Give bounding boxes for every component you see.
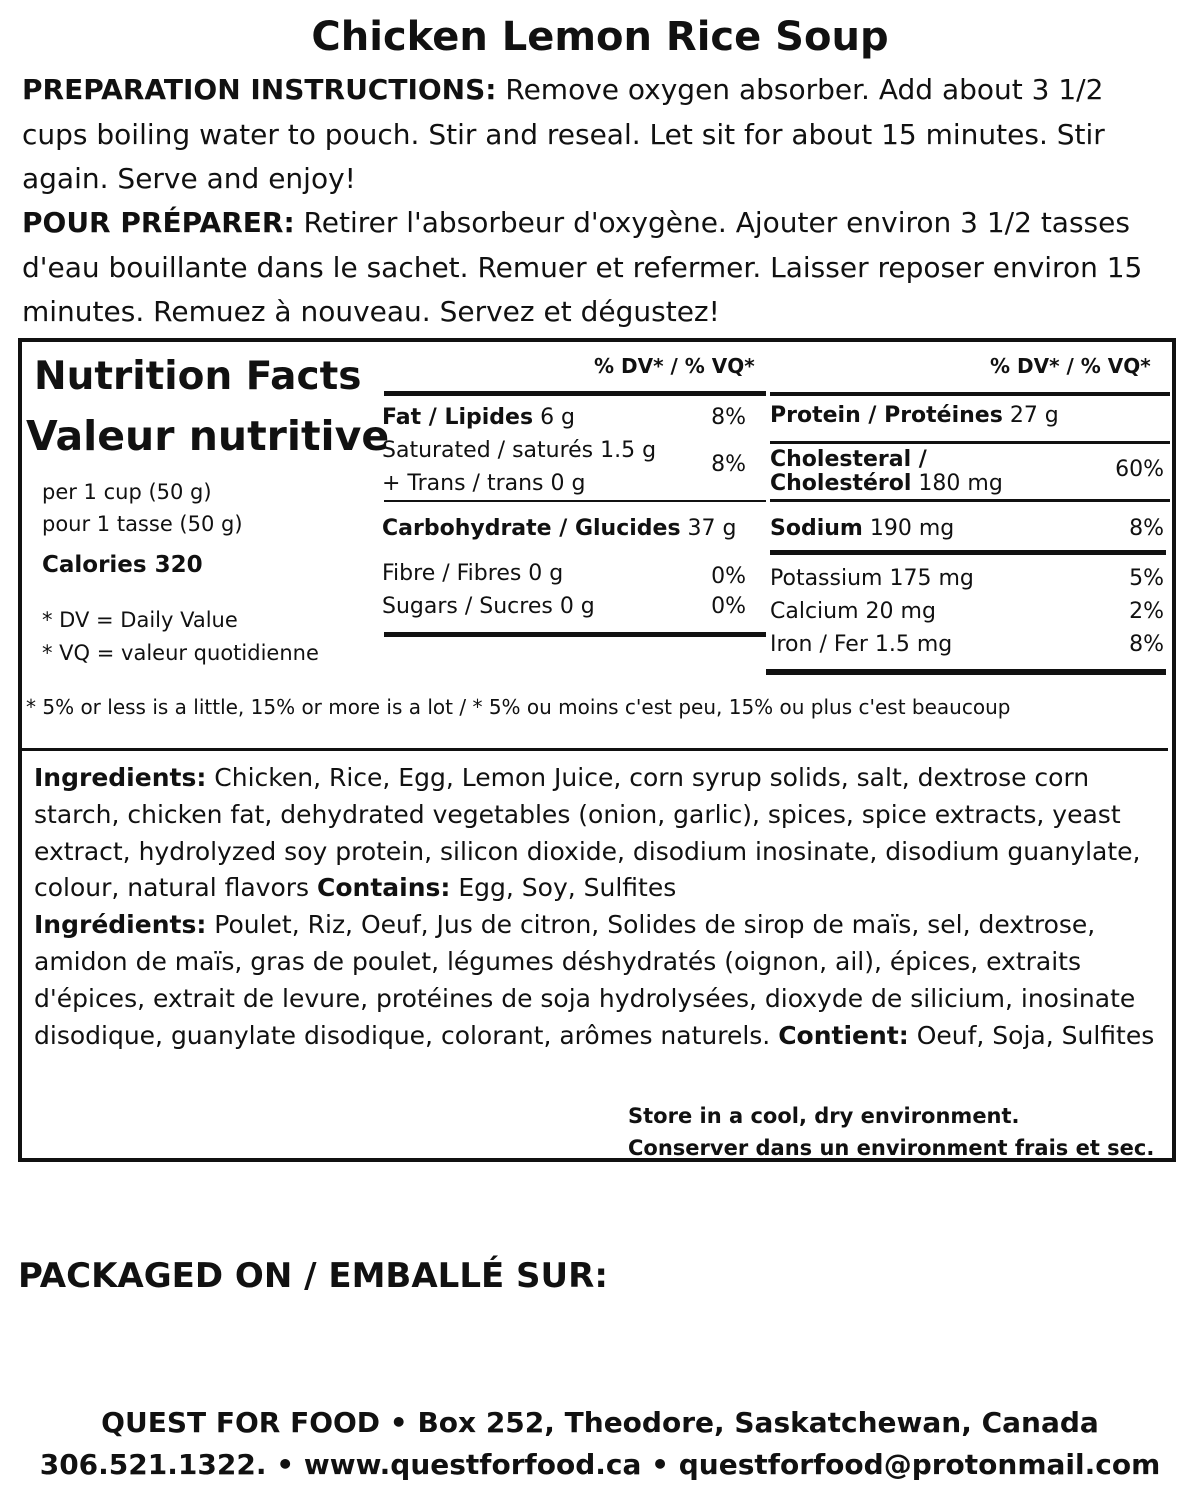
fat-pct: 8%: [711, 405, 746, 430]
storage-fr: Conserver dans un environment frais et sec.: [628, 1136, 1155, 1160]
divider: [770, 392, 1170, 396]
iron-row: Iron / Fer 1.5 mg: [770, 632, 953, 657]
preparation-instructions-en: [22, 68, 1172, 202]
calories: Calories 320: [42, 552, 203, 578]
carbohydrate-row: Carbohydrate / Glucides 37 g: [382, 516, 737, 541]
fibre-pct: 0%: [711, 564, 746, 589]
prep-fr-label: POUR PRÉPARER:: [22, 206, 295, 239]
storage-instructions: [628, 1100, 1154, 1164]
footer-address: QUEST FOR FOOD • Box 252, Theodore, Saskatchewan, Canada: [101, 1406, 1099, 1439]
saturated-row: Saturated / saturés 1.5 g: [382, 438, 657, 463]
divider: [766, 669, 1166, 675]
sugars-pct: 0%: [711, 594, 746, 619]
cholesterol-pct: 60%: [1115, 457, 1164, 482]
ingredients: [34, 760, 1166, 1054]
sodium-pct: 8%: [1129, 516, 1164, 541]
prep-en-text: Remove oxygen absorber. Add about 3 1/2 cups boiling water to pouch. Stir and reseal. Let sit for about 15 minutes. Stir again. Serve and enjoy!: [22, 73, 1105, 195]
dv-header-left: % DV* / % VQ*: [594, 354, 755, 378]
protein-row: Protein / Protéines 27 g: [770, 403, 1059, 428]
divider: [384, 391, 766, 396]
product-title: Chicken Lemon Rice Soup: [311, 14, 889, 60]
nutrition-title-fr: Valeur nutritive: [26, 412, 390, 460]
dv-note-fr: * VQ = valeur quotidienne: [42, 641, 319, 665]
potassium-pct: 5%: [1129, 566, 1164, 591]
trans-row: + Trans / trans 0 g: [382, 471, 586, 496]
divider: [384, 500, 766, 502]
sodium-row: Sodium 190 mg: [770, 516, 955, 541]
calcium-pct: 2%: [1129, 599, 1164, 624]
dv-header-right: % DV* / % VQ*: [990, 354, 1151, 378]
prep-en-label: PREPARATION INSTRUCTIONS:: [22, 73, 497, 106]
iron-pct: 8%: [1129, 632, 1164, 657]
potassium-row: Potassium 175 mg: [770, 566, 974, 591]
divider: [770, 441, 1170, 444]
serving-size-fr: pour 1 tasse (50 g): [42, 512, 243, 536]
serving-size-en: per 1 cup (50 g): [42, 480, 212, 504]
nutrition-facts-table: [18, 338, 1176, 1162]
prep-fr-text: Retirer l'absorbeur d'oxygène. Ajouter environ 3 1/2 tasses d'eau bouillante dans le sachet. Remuer et refermer. Laisser reposer environ 15 minutes. Remuez à nouveau. Servez et dégustez!: [22, 206, 1143, 328]
storage-en: Store in a cool, dry environment.: [628, 1104, 1020, 1128]
footer-contact: 306.521.1322. • www.questforfood.ca • questforfood@protonmail.com: [39, 1448, 1161, 1481]
cholesterol-row: Cholesteral / Cholestérol 180 mg: [770, 447, 1003, 496]
nutrition-title-en: Nutrition Facts: [34, 354, 362, 399]
ingredients-en: Ingredients: Chicken, Rice, Egg, Lemon Juice, corn syrup solids, salt, dextrose corn starch, chicken fat, dehydrated vegetables (onion, garlic), spices, spice extracts, yeast extract, hydrolyzed soy protein, silicon dioxide, disodium inosinate, disodium guanylate, colour, natural flavors Contains: Egg, Soy, Sulfites: [34, 763, 1141, 903]
fat-row: Fat / Lipides 6 g: [382, 405, 576, 430]
fibre-row: Fibre / Fibres 0 g: [382, 561, 564, 586]
divider: [22, 748, 1168, 751]
divider: [384, 632, 766, 637]
calcium-row: Calcium 20 mg: [770, 599, 936, 624]
preparation-instructions-fr: [22, 201, 1172, 335]
divider: [770, 550, 1166, 555]
dv-footnote: * 5% or less is a little, 15% or more is a lot / * 5% ou moins c'est peu, 15% ou plus c'est beaucoup: [26, 695, 1011, 719]
dv-note-en: * DV = Daily Value: [42, 608, 238, 632]
divider: [770, 499, 1170, 502]
sat-trans-pct: 8%: [711, 452, 746, 477]
sugars-row: Sugars / Sucres 0 g: [382, 594, 595, 619]
ingredients-fr: Ingrédients: Poulet, Riz, Oeuf, Jus de citron, Solides de sirop de maïs, sel, dextrose, amidon de maïs, gras de poulet, légumes déshydratés (oignon, ail), épices, extraits d'épices, extrait de levure, protéines de soja hydrolysées, dioxyde de silicium, inosinate disodique, guanylate disodique, colorant, arômes naturels. Contient: Oeuf, Soja, Sulfites: [34, 910, 1155, 1050]
packaged-on-label: PACKAGED ON / EMBALLÉ SUR:: [18, 1256, 608, 1296]
